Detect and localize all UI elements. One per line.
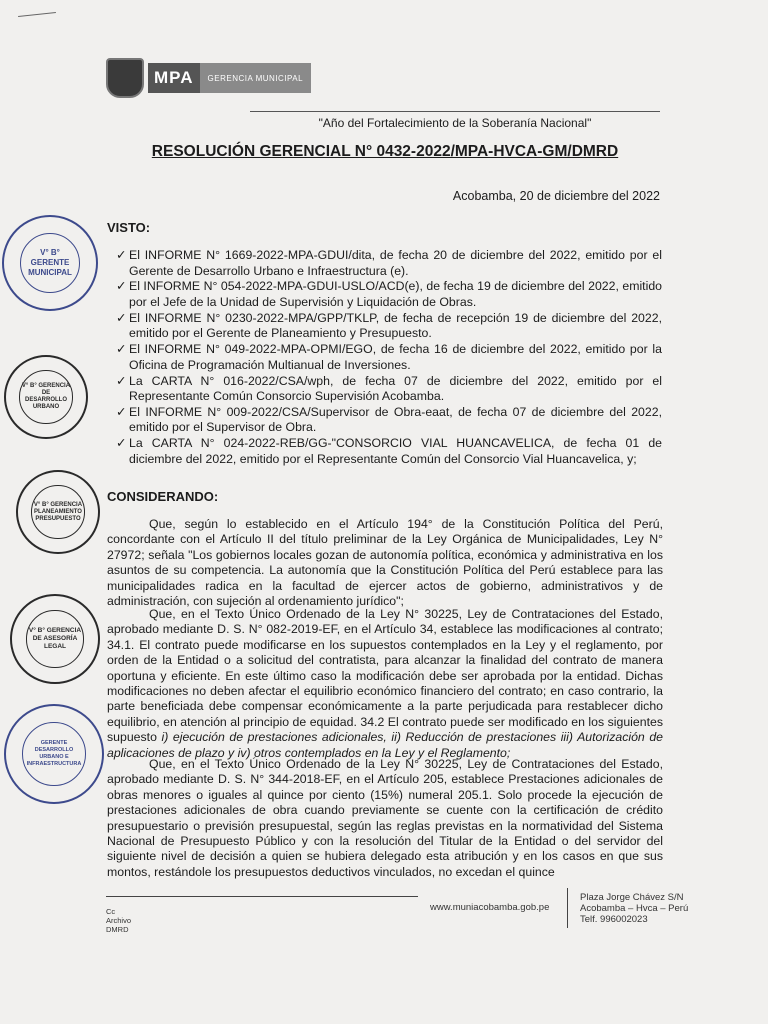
checkmark-icon: ✓: [116, 248, 127, 262]
resolution-date: Acobamba, 20 de diciembre del 2022: [452, 189, 660, 203]
checkmark-icon: ✓: [116, 342, 127, 357]
considerando-paragraph-1: Que, según lo establecido en el Artículo 194° de la Constitución Política del Perú, concordante con el Artículo II del título preliminar de la Ley Orgánica de Municipalidades, Ley N° 27972; señala "Los gobiernos locales gozan de autonomía política, económica y administrativa en los asuntos de su competencia. La autonomía que la Constitución Política del Perú establece para las municipalidades radica en la facultad de ejercer actos de gobierno, administrativos y de administración, con sujeción al ordenamiento jurídico";: [107, 517, 663, 609]
footer-address: Plaza Jorge Chávez S/N Acobamba – Hvca – Perú Telf. 996002023: [580, 892, 689, 925]
year-motto: "Año del Fortalecimiento de la Soberanía Nacional": [318, 116, 592, 130]
seal-asesoria-legal: V° B° GERENCIA DE ASESORÍA LEGAL: [10, 594, 100, 684]
pen-mark: [18, 12, 56, 17]
seal-gerente-infraestructura: GERENTE DESARROLLO URBANO E INFRAESTRUCTURA: [4, 704, 104, 804]
considerando-paragraph-3: Que, en el Texto Único Ordenado de la Ley N° 30225, Ley de Contrataciones del Estado, aprobado mediante D. S. N° 344-2018-EF, en el Artículo 205, establece Prestaciones adicionales de obras menores o iguales al quince por ciento (15%) numeral 205.1. Solo procede la ejecución de prestaciones adicionales de obra cuando previamente se cuente con la certificación de crédito presupuestario o previsión presupuestal, según las reglas previstas en la normatividad del Sistema Nacional de Presupuesto Público y con la resolución del Titular de la Entidad o del servidor del siguiente nivel de decisión a quien se hubiera delegado esta atribución y en los casos en que sus montos, restándole los presupuestos deductivos vinculados, no excedan el quince: [107, 757, 663, 879]
website-link[interactable]: www.muniacobamba.gob.pe: [430, 902, 550, 913]
footer-separator: [567, 888, 568, 928]
seal-gerente-municipal: V° B° GERENTE MUNICIPAL: [2, 215, 98, 311]
mpa-logo: [106, 58, 311, 98]
visto-heading: VISTO:: [107, 220, 151, 235]
list-item: ✓ El INFORME N° 054-2022-MPA-GDUI-USLO/ACD(e), de fecha 19 de diciembre del 2022, emitido por el Jefe de la Unidad de Supervisión y Liquidación de Obras.: [116, 279, 662, 309]
checkmark-icon: ✓: [116, 404, 127, 419]
seal-desarrollo-urbano: V° B° GERENCIA DE DESARROLLO URBANO: [4, 355, 88, 439]
list-item: ✓ El INFORME N° 1669-2022-MPA-GDUI/dita, de fecha 20 de diciembre del 2022, emitido por el Gerente de Desarrollo Urbano e Infraestructura (e).: [116, 248, 662, 278]
checkmark-icon: ✓: [116, 310, 127, 325]
list-item: ✓ El INFORME N° 049-2022-MPA-OPMI/EGO, de fecha 16 de diciembre del 2022, emitido por la Oficina de Programación Multianual de Inversiones.: [116, 342, 662, 372]
footer-divider: [106, 896, 418, 897]
list-item: ✓ El INFORME N° 0230-2022-MPA/GPP/TKLP, de fecha de recepción 19 de diciembre del 2022, emitido por el Gerente de Planeamiento y Presupuesto.: [116, 310, 662, 341]
header-divider: [250, 111, 660, 112]
seal-planeamiento: V° B° GERENCIA PLANEAMIENTO PRESUPUESTO: [16, 470, 100, 554]
crest-icon: [106, 58, 144, 98]
logo-subtitle: GERENCIA MUNICIPAL: [200, 63, 312, 93]
logo-text: MPA: [154, 68, 194, 87]
visto-list: [116, 248, 662, 468]
cc-list: Cc Archivo DMRD: [106, 907, 132, 934]
checkmark-icon: ✓: [116, 279, 127, 294]
considerando-heading: CONSIDERANDO:: [107, 489, 219, 504]
list-item: ✓ La CARTA N° 016-2022/CSA/wph, de fecha 07 de diciembre del 2022, emitido por el Representante Común Consorcio Supervisión Acobamba.: [116, 373, 662, 404]
logo-banner: [148, 63, 311, 93]
list-item: ✓ La CARTA N° 024-2022-REB/GG-"CONSORCIO VIAL HUANCAVELICA, de fecha 01 de diciembre del 2022, emitido por el Representante Común del Consorcio Vial Huancavelica, y;: [116, 436, 662, 466]
checkmark-icon: ✓: [116, 436, 127, 451]
resolution-title: RESOLUCIÓN GERENCIAL N° 0432-2022/MPA-HVCA-GM/DMRD: [151, 143, 619, 160]
italic-supuestos: i) ejecución de prestaciones adicionales, ii) Reducción de prestaciones iii) Autorización de aplicaciones de plazo y iv) otros contemplados en la Ley y el Reglamento;: [107, 730, 663, 760]
checkmark-icon: ✓: [116, 373, 127, 388]
list-item: ✓ El INFORME N° 009-2022/CSA/Supervisor de Obra-eaat, de fecha 07 de diciembre del 2022, emitido por el Supervisor de Obra.: [116, 404, 662, 435]
considerando-paragraph-2: Que, en el Texto Único Ordenado de la Ley N° 30225, Ley de Contrataciones del Estado, aprobado mediante D. S. N° 082-2019-EF, en el Artículo 34, establece las modificaciones al contrato; 34.1. El contrato puede modificarse en los supuestos contemplados en la Ley y el reglamento, por orden de la Entidad o a solicitud del contratista, para alcanzar la finalidad del contrato de manera oportuna y eficiente. En este último caso la modificación debe ser aprobada por la entidad. Dichas modificaciones no deben afectar el equilibrio económico financiero del contrato; en caso contrario, la parte beneficiada debe compensar económicamente a la parte perjudicada para restablecer dicho equilibrio, en atención al principio de equidad. 34.2 El contrato puede ser modificado en los siguientes supuesto i) ejecución de prestaciones adicionales, ii) Reducción de prestaciones iii) Autorización de aplicaciones de plazo y iv) otros contemplados en la Ley y el Reglamento;: [107, 607, 663, 760]
